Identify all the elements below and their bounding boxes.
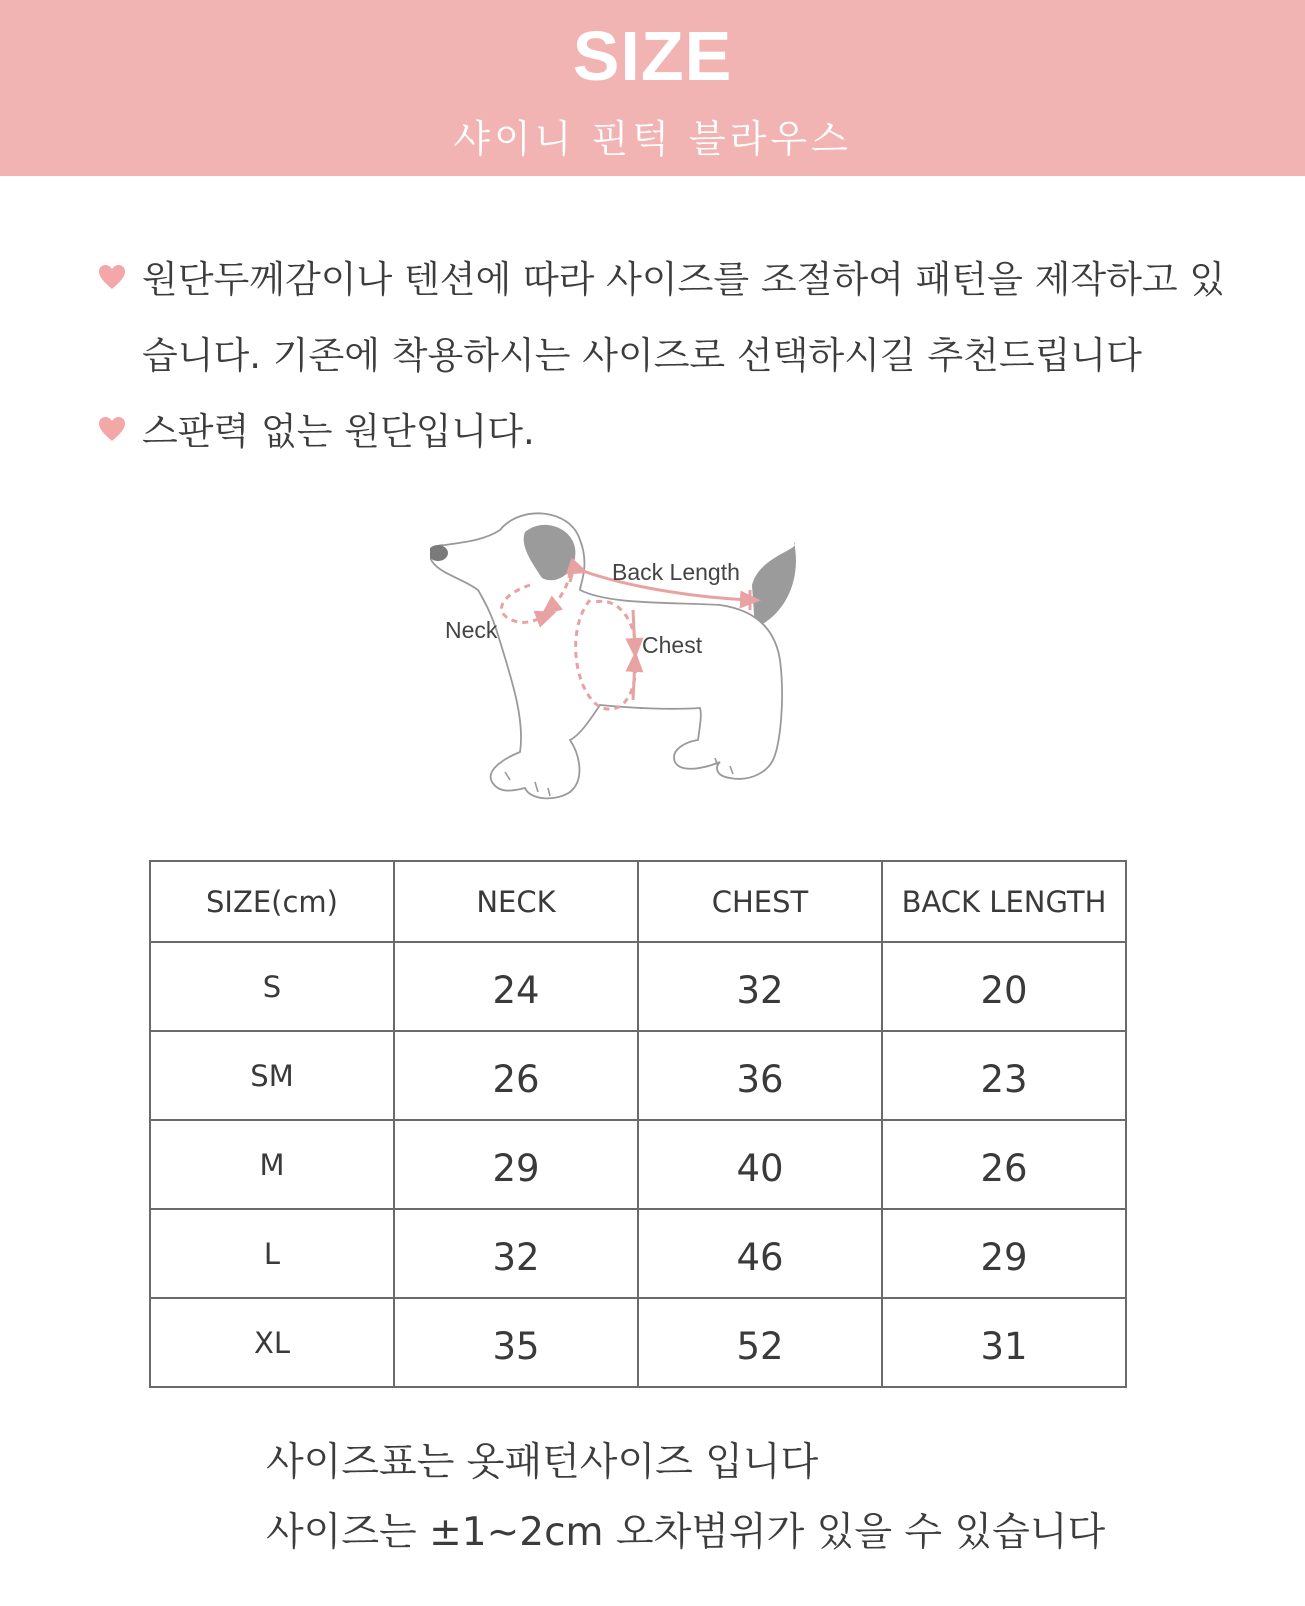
note-item (98, 242, 1228, 394)
neck-cell: 29 (394, 1120, 638, 1209)
table-header-row (150, 861, 1126, 942)
size-cell: SM (150, 1031, 394, 1120)
dog-measurement-diagram (430, 510, 830, 820)
table-row (150, 1031, 1126, 1120)
chest-cell: 52 (638, 1298, 882, 1387)
page-title: SIZE (572, 17, 733, 95)
footer-line-2: 사이즈는 ±1~2cm 오차범위가 있을 수 있습니다 (266, 1510, 1106, 1555)
chest-cell: 46 (638, 1209, 882, 1298)
note-item (98, 394, 1228, 470)
chest-arrow-2 (633, 660, 635, 700)
back-length-cell: 20 (882, 942, 1126, 1031)
table-row (150, 1298, 1126, 1387)
back-length-cell: 23 (882, 1031, 1126, 1120)
footer-notes (266, 1428, 1105, 1568)
neck-cell: 32 (394, 1209, 638, 1298)
size-cell: S (150, 942, 394, 1031)
back-length-cell: 31 (882, 1298, 1126, 1387)
header-chest: CHEST (638, 861, 882, 942)
size-table (149, 860, 1127, 1388)
note-text: 원단두께감이나 텐션에 따라 사이즈를 조절하여 패턴을 제작하고 있습니다. 기존에 착용하시는 사이즈로 선택하시길 추천드립니다 (142, 258, 1226, 377)
chest-arrow (633, 610, 635, 650)
back-length-cell: 26 (882, 1120, 1126, 1209)
header-back-length: BACK LENGTH (882, 861, 1126, 942)
heart-icon (98, 416, 126, 442)
table-row (150, 1209, 1126, 1298)
header-neck: NECK (394, 861, 638, 942)
back-length-cell: 29 (882, 1209, 1126, 1298)
chest-cell: 36 (638, 1031, 882, 1120)
header-size: SIZE(cm) (150, 861, 394, 942)
table-row (150, 1120, 1126, 1209)
chest-cell: 40 (638, 1120, 882, 1209)
neck-cell: 26 (394, 1031, 638, 1120)
neck-cell: 24 (394, 942, 638, 1031)
size-cell: M (150, 1120, 394, 1209)
header-banner (0, 0, 1305, 176)
chest-label: Chest (642, 632, 703, 658)
dog-tail (752, 542, 796, 628)
footer-line-1: 사이즈표는 옷패턴사이즈 입니다 (266, 1440, 819, 1485)
size-cell: XL (150, 1298, 394, 1387)
table-row (150, 942, 1126, 1031)
back-length-label: Back Length (612, 559, 740, 585)
size-cell: L (150, 1209, 394, 1298)
heart-icon (98, 264, 126, 290)
neck-label: Neck (445, 617, 498, 643)
neck-cell: 35 (394, 1298, 638, 1387)
note-text: 스판력 없는 원단입니다. (142, 410, 535, 453)
dog-body-outline (430, 513, 782, 798)
chest-cell: 32 (638, 942, 882, 1031)
product-name: 샤이니 핀턱 블라우스 (453, 117, 852, 161)
notes-list (98, 242, 1228, 470)
